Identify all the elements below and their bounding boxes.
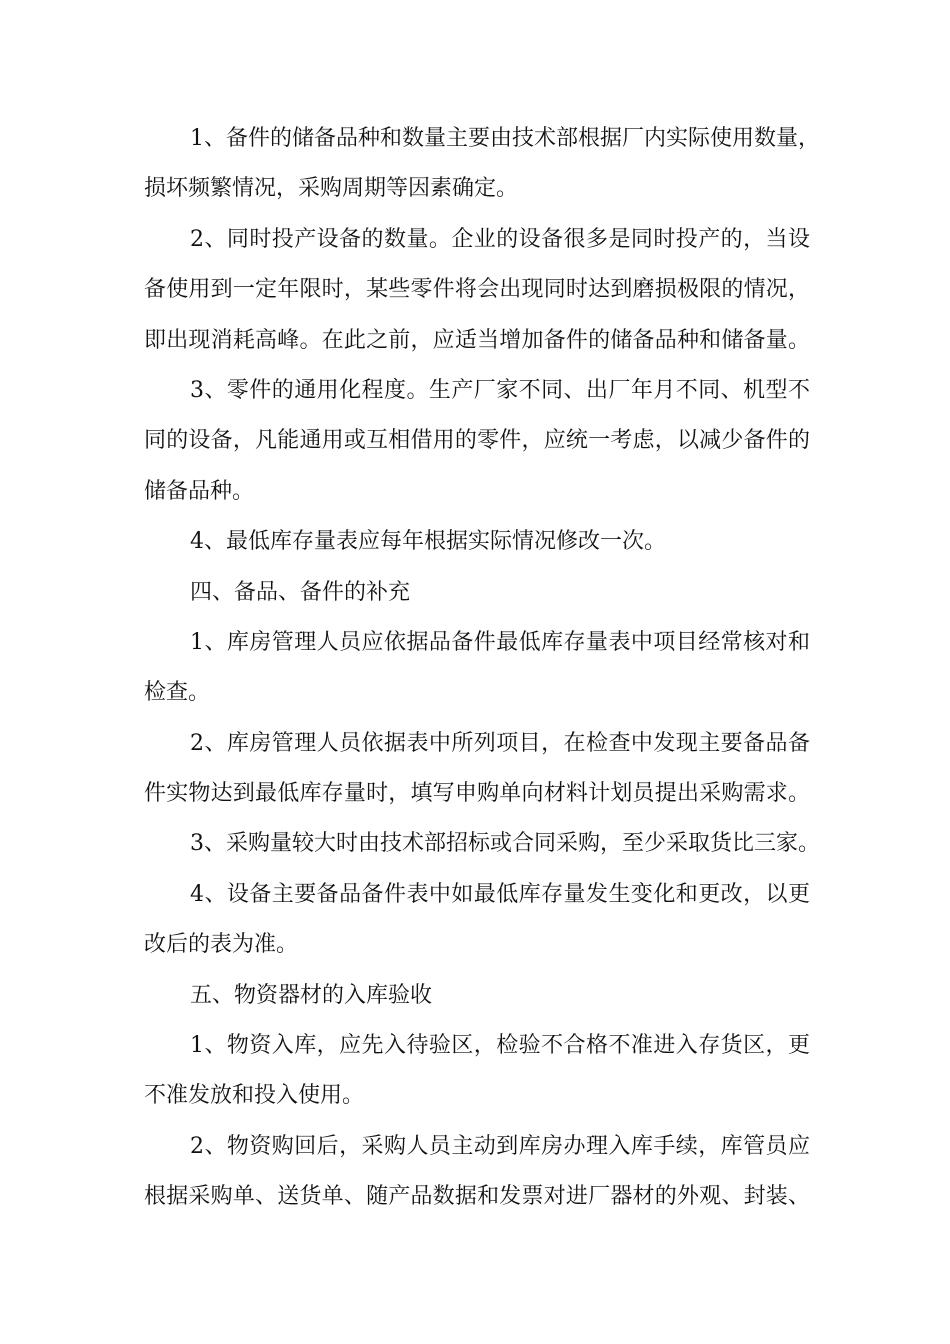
section-heading: 五、物资器材的入库验收 [190, 982, 433, 1008]
paragraph-line: 根据采购单、送货单、随产品数据和发票对进厂器材的外观、封装、 [144, 1184, 810, 1210]
paragraph-line: 不准发放和投入使用。 [144, 1083, 365, 1109]
paragraph-line: 3、零件的通用化程度。生产厂家不同、出厂年月不同、机型不 [190, 377, 810, 403]
paragraph-line: 储备品种。 [144, 478, 255, 504]
paragraph-line: 件实物达到最低库存量时，填写申购单向材料计划员提出采购需求。 [144, 781, 810, 807]
document-body [144, 114, 820, 1223]
paragraph-line: 4、设备主要备品备件表中如最低库存量发生变化和更改，以更 [190, 881, 810, 907]
paragraph-line: 4、最低库存量表应每年根据实际情况修改一次。 [190, 529, 666, 555]
paragraph-line: 3、采购量较大时由技术部招标或合同采购，至少采取货比三家。 [190, 831, 820, 857]
paragraph-line: 1、备件的储备品种和数量主要由技术部根据厂内实际使用数量， [190, 126, 820, 151]
paragraph-line: 备使用到一定年限时，某些零件将会出现同时达到磨损极限的情况， [144, 277, 810, 303]
paragraph-line: 2、库房管理人员依据表中所列项目，在检查中发现主要备品备 [190, 730, 810, 756]
paragraph-line: 同的设备，凡能通用或互相借用的零件，应统一考虑，以减少备件的 [144, 428, 810, 454]
paragraph-line: 2、同时投产设备的数量。企业的设备很多是同时投产的，当设 [190, 226, 810, 252]
paragraph-line: 1、物资入库，应先入待验区，检验不合格不准进入存货区，更 [190, 1033, 810, 1059]
paragraph-line: 改后的表为准。 [144, 932, 299, 958]
section-heading: 四、备品、备件的补充 [190, 579, 411, 605]
paragraph-line: 即出现消耗高峰。在此之前，应适当增加备件的储备品种和储备量。 [144, 327, 810, 353]
paragraph-line: 1、库房管理人员应依据品备件最低库存量表中项目经常核对和 [190, 629, 810, 655]
paragraph-line: 损坏频繁情况，采购周期等因素确定。 [144, 176, 519, 202]
paragraph-line: 检查。 [144, 680, 211, 706]
paragraph-line: 2、物资购回后，采购人员主动到库房办理入库手续，库管员应 [190, 1133, 810, 1159]
